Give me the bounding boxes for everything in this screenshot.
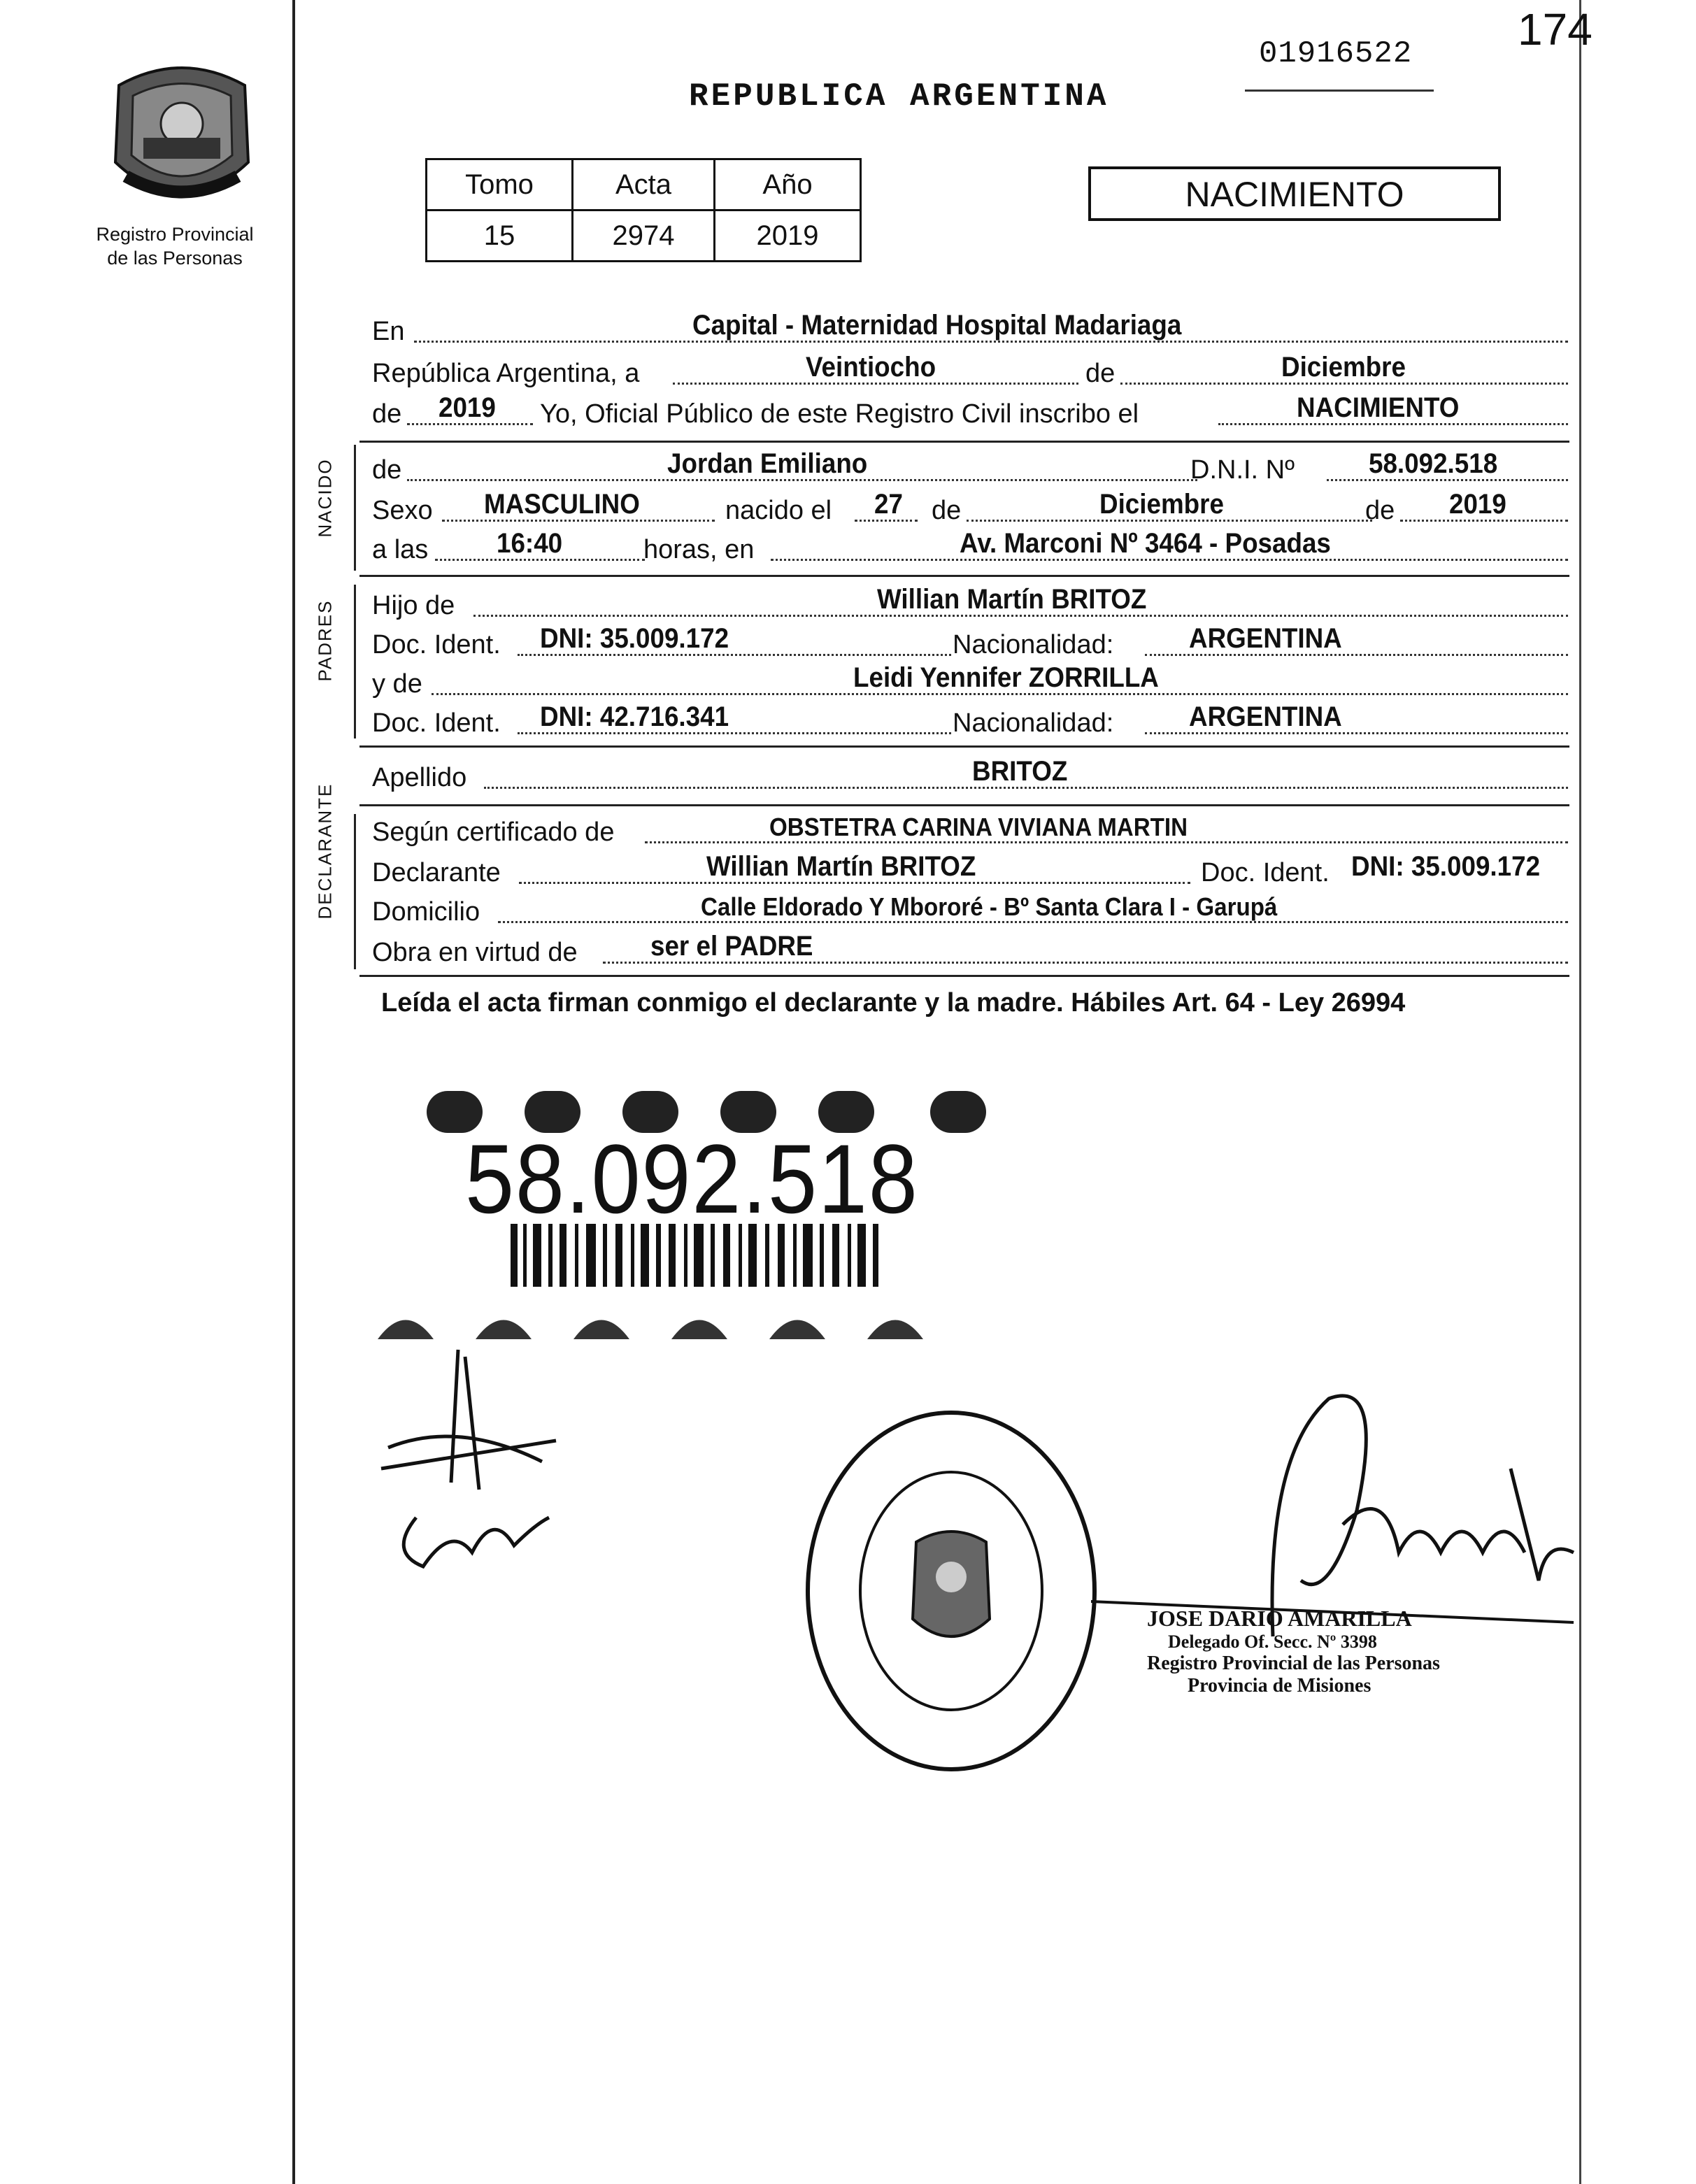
province-coat-of-arms-logo — [105, 57, 259, 218]
tomo-value: 15 — [427, 210, 573, 262]
place-value: Capital - Maternidad Hospital Madariaga — [692, 310, 1182, 341]
id-number-large: 58.092.518 — [465, 1124, 919, 1234]
horas-label: horas, en — [643, 535, 755, 564]
nacido-label-text: NACIDO — [314, 458, 336, 538]
row-apellido — [372, 757, 1568, 796]
row-mother — [372, 663, 1568, 702]
birth-time-value: 16:40 — [497, 528, 563, 559]
declarante-doc-value: DNI: 35.009.172 — [1351, 851, 1541, 882]
obra-label: Obra en virtud de — [372, 938, 578, 967]
serial-number: 01916522 — [1259, 36, 1413, 71]
child-dni-value: 58.092.518 — [1369, 448, 1498, 479]
page-border-right — [1579, 0, 1581, 2184]
anio-header: Año — [715, 159, 861, 210]
registry-name-line1: Registro Provincial — [96, 224, 254, 245]
row-time-place — [372, 529, 1568, 568]
padres-label-text: PADRES — [314, 599, 336, 682]
registry-name-line2: de las Personas — [107, 248, 243, 269]
declarante-label: Declarante — [372, 858, 501, 887]
father-nationality-value: ARGENTINA — [1189, 623, 1342, 654]
declarante-value: Willian Martín BRITOZ — [706, 851, 976, 882]
section-separator — [359, 975, 1569, 977]
child-name-value: Jordan Emiliano — [667, 448, 868, 479]
apellido-value: BRITOZ — [972, 756, 1068, 787]
row-declarante — [372, 852, 1568, 891]
row-place — [372, 311, 1568, 350]
section-separator — [359, 745, 1569, 748]
section-separator — [359, 575, 1569, 577]
de-label: de — [1085, 359, 1116, 388]
row-mother-doc — [372, 702, 1568, 741]
domicilio-value: Calle Eldorado Y Mbororé - Bº Santa Clara I - Garupá — [701, 892, 1278, 921]
de-label-4: de — [932, 496, 962, 525]
officer-signature-block — [1147, 1606, 1440, 1697]
officer-name: JOSE DARIO AMARILLA — [1147, 1606, 1412, 1631]
anio-value: 2019 — [715, 210, 861, 262]
birth-year-value: 2019 — [1449, 489, 1506, 520]
serial-underline — [1245, 90, 1434, 92]
mother-nationality-label: Nacionalidad: — [953, 708, 1114, 738]
en-label: En — [372, 317, 405, 346]
row-domicilio — [372, 891, 1568, 930]
father-nationality-label: Nacionalidad: — [953, 630, 1114, 659]
officer-province: Provincia de Misiones — [1188, 1675, 1371, 1697]
domicilio-label: Domicilio — [372, 897, 480, 927]
apellido-label: Apellido — [372, 763, 467, 792]
section-separator — [359, 441, 1569, 443]
y-de-label: y de — [372, 669, 422, 699]
sexo-value: MASCULINO — [484, 489, 640, 520]
row-father — [372, 585, 1568, 624]
dni-label: D.N.I. Nº — [1190, 455, 1295, 485]
country-title: REPUBLICA ARGENTINA — [689, 78, 1109, 115]
registry-name — [63, 222, 287, 270]
row-officer — [372, 393, 1568, 432]
section-rule — [354, 814, 356, 969]
tomo-header: Tomo — [427, 159, 573, 210]
page-border-left — [292, 0, 295, 2184]
declarante-section-label — [301, 783, 350, 965]
birth-day-value: 27 — [874, 489, 903, 520]
de-label-3: de — [372, 455, 402, 485]
section-separator — [359, 804, 1569, 806]
obra-value: ser el PADRE — [650, 931, 813, 962]
a-las-label: a las — [372, 535, 429, 564]
certificado-value: OBSTETRA CARINA VIVIANA MARTIN — [769, 813, 1188, 841]
hijo-de-label: Hijo de — [372, 591, 455, 620]
padres-section-label — [301, 594, 350, 713]
day-value: Veintiocho — [806, 352, 936, 383]
father-name-value: Willian Martín BRITOZ — [877, 584, 1147, 615]
certificado-label: Según certificado de — [372, 818, 615, 847]
acta-value: 2974 — [573, 210, 715, 262]
official-round-seal — [801, 1406, 1102, 1780]
record-type-box: NACIMIENTO — [1088, 166, 1501, 221]
officer-text: Yo, Oficial Público de este Registro Civil inscribo el — [540, 399, 1139, 429]
mother-doc-value: DNI: 42.716.341 — [540, 701, 729, 732]
declarante-label-text: DECLARANTE — [314, 783, 336, 920]
record-reference-table — [425, 158, 862, 262]
row-obra — [372, 932, 1568, 971]
section-rule — [354, 445, 356, 571]
mother-doc-label: Doc. Ident. — [372, 708, 501, 738]
officer-title: Delegado Of. Secc. Nº 3398 — [1168, 1632, 1377, 1652]
father-doc-value: DNI: 35.009.172 — [540, 623, 729, 654]
row-name — [372, 449, 1568, 488]
act-type-value: NACIMIENTO — [1297, 392, 1460, 423]
de-label-2: de — [372, 399, 402, 429]
birth-place-value: Av. Marconi Nº 3464 - Posadas — [960, 528, 1331, 559]
mother-nationality-value: ARGENTINA — [1189, 701, 1342, 732]
year-value: 2019 — [439, 392, 496, 423]
nacido-el-label: nacido el — [725, 496, 832, 525]
reading-note: Leída el acta firman conmigo el declarante y la madre. Hábiles Art. 64 - Ley 26994 — [381, 988, 1406, 1018]
republica-label: República Argentina, a — [372, 359, 640, 388]
mother-name-value: Leidi Yennifer ZORRILLA — [853, 662, 1159, 693]
nacido-section-label — [301, 455, 350, 566]
page-number: 174 — [1518, 4, 1592, 55]
handwritten-signature-declarant — [374, 1343, 570, 1584]
row-date — [372, 352, 1568, 392]
acta-header: Acta — [573, 159, 715, 210]
birth-month-value: Diciembre — [1099, 489, 1224, 520]
father-doc-label: Doc. Ident. — [372, 630, 501, 659]
month-value: Diciembre — [1281, 352, 1406, 383]
row-certificado — [372, 811, 1568, 850]
sexo-label: Sexo — [372, 496, 433, 525]
row-sex-birth — [372, 490, 1568, 529]
de-label-5: de — [1365, 496, 1395, 525]
declarante-doc-label: Doc. Ident. — [1201, 858, 1330, 887]
row-father-doc — [372, 624, 1568, 663]
officer-registry: Registro Provincial de las Personas — [1147, 1653, 1440, 1674]
section-rule — [354, 585, 356, 738]
